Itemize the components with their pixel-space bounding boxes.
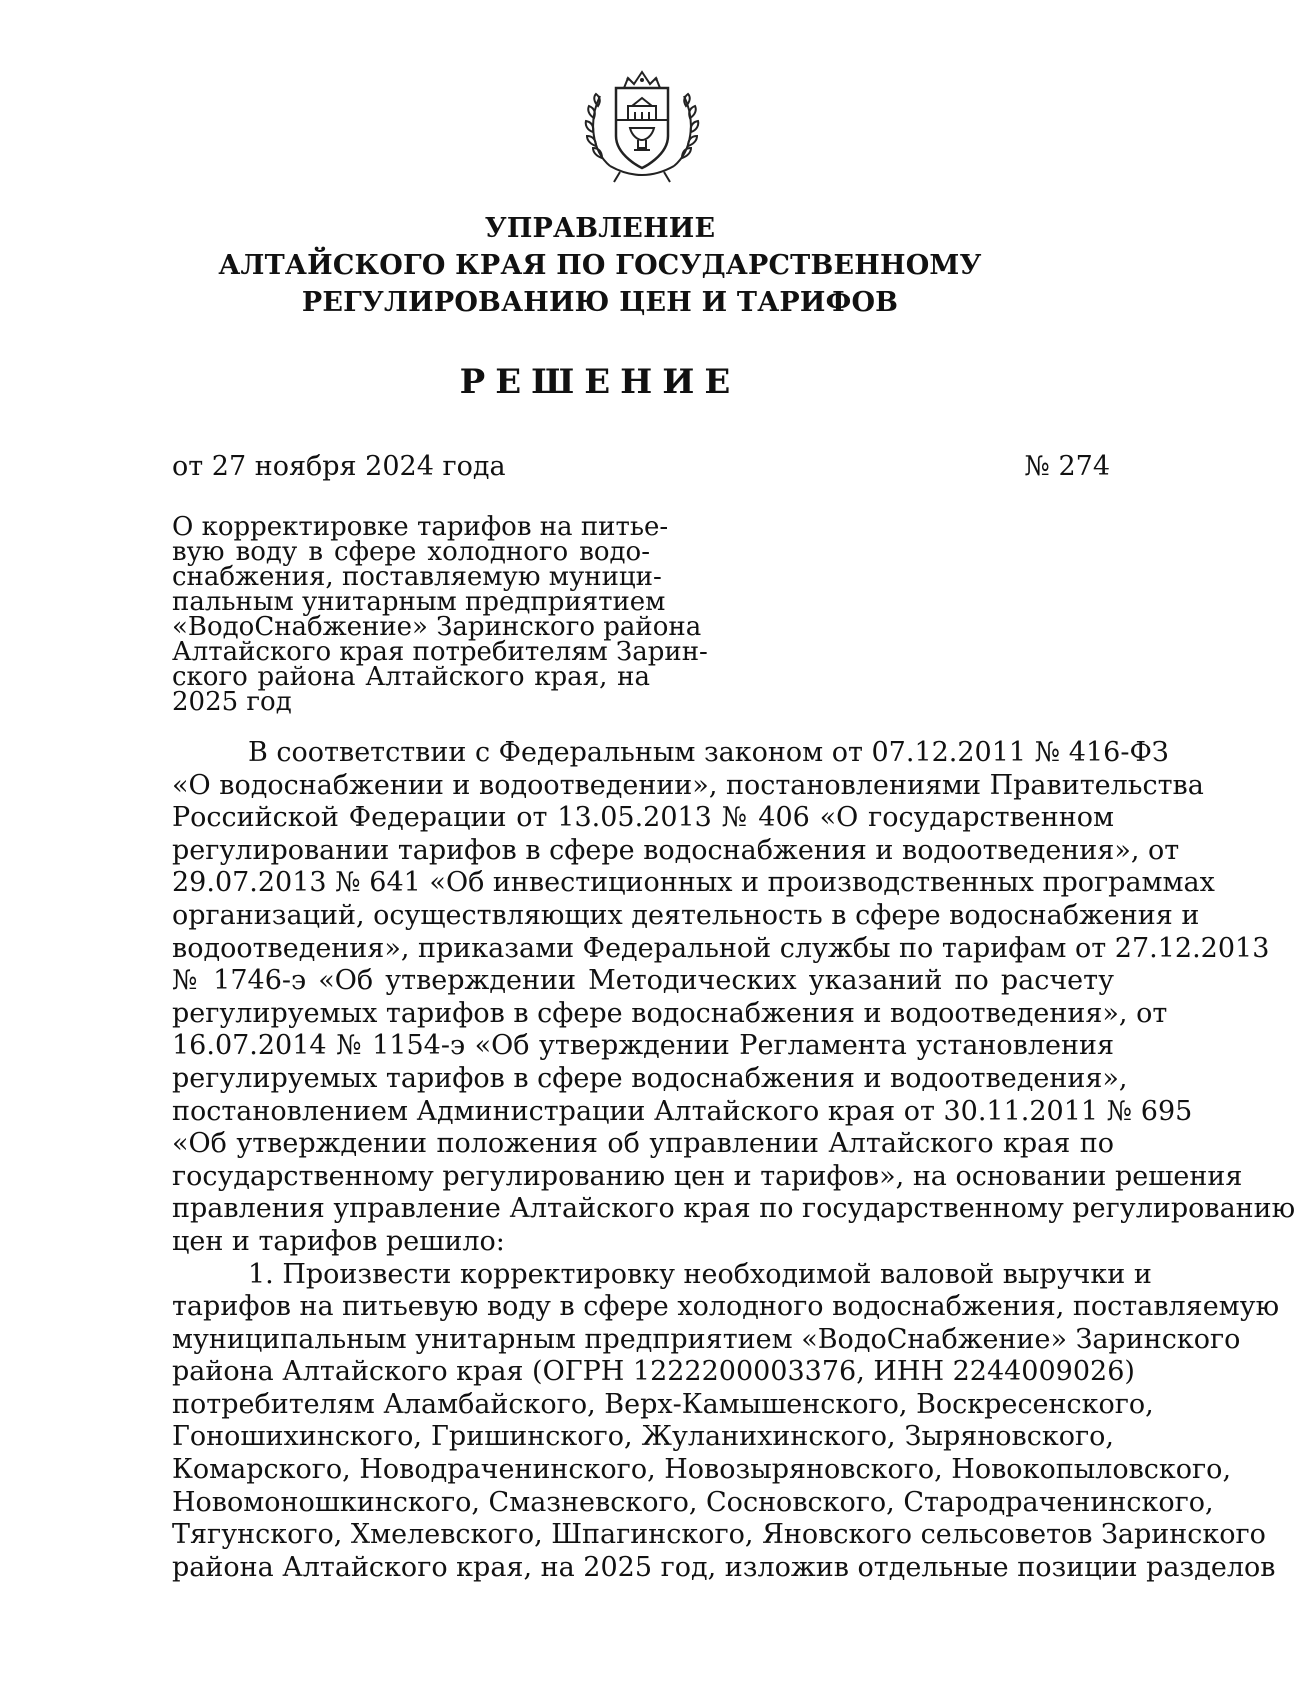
- body-line: организаций, осуществляющих деятельность в сфере водоснабжения и: [172, 899, 1200, 931]
- document-number: № 274: [1024, 451, 1110, 482]
- body-line: регулируемых тарифов в сфере водоснабжения и водоотведения», от: [172, 997, 1168, 1029]
- subject-line: «ВодоСнабжение» Заринского района: [172, 612, 702, 642]
- body-line: Новомоношкинского, Смазневского, Сосновского, Стародраченинского,: [172, 1486, 1214, 1518]
- subject-line: 2025 год: [172, 687, 292, 717]
- document-subject: [172, 512, 708, 717]
- body-line: водоотведения», приказами Федеральной службы по тарифам от 27.12.2013: [172, 932, 1270, 964]
- body-line: потребителям Аламбайского, Верх-Камышенского, Воскресенского,: [172, 1388, 1154, 1420]
- body-line: В соответствии с Федеральным законом от 07.12.2011 № 416-ФЗ: [248, 737, 1169, 768]
- body-line: района Алтайского края, на 2025 год, изложив отдельные позиции разделов: [172, 1551, 1276, 1583]
- body-line: Тягунского, Хмелевского, Шпагинского, Яновского сельсоветов Заринского: [172, 1519, 1266, 1551]
- body-line: Гоношихинского, Гришинского, Жуланихинского, Зыряновского,: [172, 1421, 1114, 1453]
- organization-name: [0, 210, 1200, 321]
- body-line: цен и тарифов решило:: [172, 1225, 505, 1257]
- org-line-1: УПРАВЛЕНИЕ: [484, 213, 716, 244]
- body-line: № 1746-э «Об утверждении Методических указаний по расчету: [172, 965, 1114, 997]
- subject-line: вую воду в сфере холодного водо-: [172, 537, 650, 567]
- subject-line: О корректировке тарифов на питье-: [172, 512, 669, 542]
- body-line: тарифов на питьевую воду в сфере холодного водоснабжения, поставляемую: [172, 1291, 1280, 1323]
- body-line: 1. Произвести корректировку необходимой валовой выручки и: [248, 1258, 1152, 1290]
- body-line: постановлением Администрации Алтайского края от 30.11.2011 № 695: [172, 1095, 1193, 1127]
- subject-line: Алтайского края потребителям Зарин-: [172, 637, 708, 667]
- body-line: регулировании тарифов в сфере водоснабжения и водоотведения», от: [172, 834, 1180, 866]
- body-line: регулируемых тарифов в сфере водоснабжения и водоотведения»,: [172, 1062, 1128, 1094]
- body-line: Российской Федерации от 13.05.2013 № 406 «О государственном: [172, 802, 1114, 834]
- subject-line: ского района Алтайского края, на: [172, 662, 650, 692]
- coat-of-arms-icon: [580, 66, 704, 190]
- subject-line: снабжения, поставляемую муници-: [172, 562, 662, 592]
- body-line: района Алтайского края (ОГРН 1222200003376, ИНН 2244009026): [172, 1356, 1135, 1388]
- body-line: правления управление Алтайского края по государственному регулированию: [172, 1193, 1295, 1225]
- subject-line: пальным унитарным предприятием: [172, 587, 666, 617]
- document-title: РЕШЕНИЕ: [459, 362, 741, 402]
- org-line-2: АЛТАЙСКОГО КРАЯ ПО ГОСУДАРСТВЕННОМУ: [218, 250, 982, 281]
- body-line: 29.07.2013 № 641 «Об инвестиционных и производственных программах: [172, 867, 1215, 899]
- document-body: [172, 737, 1295, 1584]
- body-line: «О водоснабжении и водоотведении», постановлениями Правительства: [172, 769, 1204, 801]
- body-line: муниципальным унитарным предприятием «ВодоСнабжение» Заринского: [172, 1323, 1241, 1355]
- org-line-3: РЕГУЛИРОВАНИЮ ЦЕН И ТАРИФОВ: [301, 287, 899, 318]
- document-date: от 27 ноября 2024 года: [172, 451, 506, 482]
- body-line: «Об утверждении положения об управлении Алтайского края по: [172, 1128, 1114, 1160]
- body-line: 16.07.2014 № 1154-э «Об утверждении Регламента установления: [172, 1030, 1114, 1062]
- body-line: государственному регулированию цен и тарифов», на основании решения: [172, 1160, 1243, 1192]
- body-line: Комарского, Новодраченинского, Новозыряновского, Новокопыловского,: [172, 1454, 1232, 1486]
